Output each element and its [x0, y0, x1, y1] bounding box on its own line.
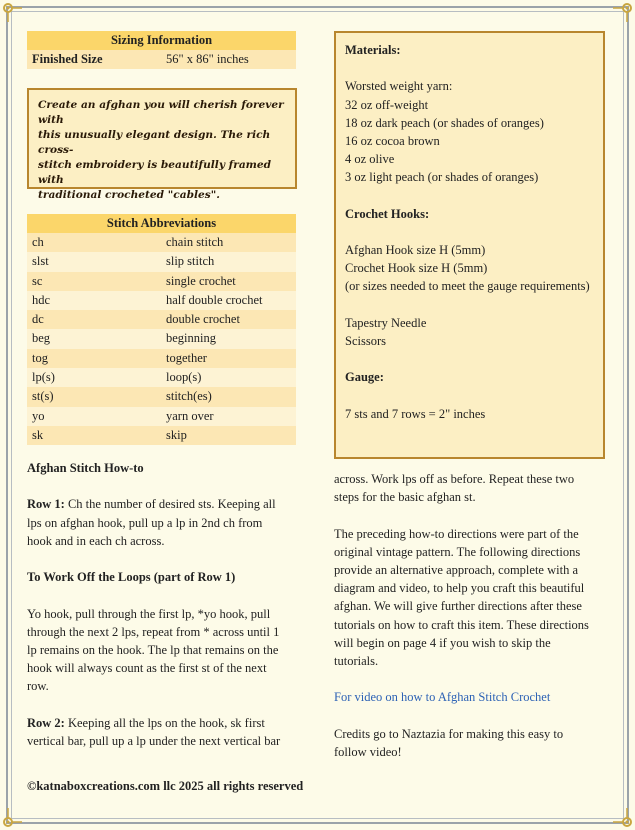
abbreviation: slst	[32, 254, 49, 269]
tool-item: Scissors	[345, 334, 386, 348]
yarn-item: 3 oz light peach (or shades of oranges)	[345, 170, 539, 185]
paragraph-line: tutorials.	[334, 654, 379, 669]
paragraph-line: will begin on page 4 if you wish to skip the	[334, 635, 551, 650]
left-column-text	[27, 459, 297, 750]
hook-item: Crochet Hook size H (5mm)	[345, 261, 488, 276]
paragraph-line: provide an alternative approach, complete with a	[334, 563, 578, 577]
row1-line: lps on afghan hook, pull up a lp in 2nd ch from	[27, 515, 263, 530]
materials-box	[334, 31, 605, 459]
loops-heading: To Work Off the Loops (part of Row 1)	[27, 570, 236, 585]
hooks-heading: Crochet Hooks:	[345, 206, 430, 221]
row2-label: Row 2:	[27, 715, 65, 730]
loops-line: Yo hook, pull through the first lp, *yo hook, pull	[27, 606, 271, 621]
sizing-table	[27, 31, 296, 69]
hook-item: (or sizes needed to meet the gauge requirements)	[345, 279, 590, 294]
gauge-heading: Gauge:	[345, 370, 384, 385]
paragraph-line: afghan. We will give further directions after these	[334, 599, 582, 614]
finished-size-value: 56" x 86" inches	[166, 52, 249, 66]
yarn-item: 16 oz cocoa brown	[345, 133, 440, 148]
loops-line: through the next 2 lps, repeat from * across until 1	[27, 624, 280, 639]
corner-ornament-icon	[0, 0, 22, 22]
table-row	[27, 387, 296, 406]
abbreviation: ch	[32, 235, 44, 249]
abbreviation-meaning: stitch(es)	[166, 389, 212, 404]
continuation-line: across. Work lps off as before. Repeat these two	[334, 472, 575, 486]
paragraph-line: The preceding how-to directions were part of the	[334, 526, 579, 541]
video-link[interactable]: For video on how to Afghan Stitch Crochet	[334, 690, 551, 705]
table-row	[27, 349, 296, 368]
abbreviation-meaning: single crochet	[166, 273, 236, 288]
intro-line: traditional crocheted "cables".	[38, 189, 220, 201]
paragraph-line: diagram and video, to help you craft this beautiful	[334, 581, 585, 596]
gauge-value: 7 sts and 7 rows = 2" inches	[345, 406, 486, 421]
table-row	[27, 50, 296, 69]
stitch-table-title: Stitch Abbreviations	[27, 214, 296, 233]
abbreviation: lp(s)	[32, 370, 55, 385]
row2-text: Keeping all the lps on the hook, sk first	[64, 715, 265, 730]
table-row	[27, 252, 296, 271]
abbreviation-meaning: together	[166, 350, 207, 365]
credits-line: follow video!	[334, 745, 402, 759]
abbreviation: tog	[32, 350, 48, 365]
table-row	[27, 233, 296, 252]
abbreviation: hdc	[32, 292, 51, 307]
loops-line: lp remains on the hook. The lp that remains on the	[27, 642, 279, 657]
row1-text: Ch the number of desired sts. Keeping all	[64, 497, 276, 512]
howto-heading: Afghan Stitch How-to	[27, 461, 144, 475]
table-row	[27, 291, 296, 310]
abbreviation: sk	[32, 427, 44, 442]
yarn-item: 4 oz olive	[345, 152, 395, 167]
abbreviation: dc	[32, 312, 44, 327]
abbreviation-meaning: beginning	[166, 331, 216, 346]
tool-item: Tapestry Needle	[345, 315, 427, 330]
finished-size-label: Finished Size	[32, 52, 103, 66]
sizing-table-title: Sizing Information	[27, 31, 296, 50]
copyright-footer: ©katnaboxcreations.com llc 2025 all rights reserved	[27, 779, 304, 793]
abbreviation-meaning: double crochet	[166, 312, 240, 327]
abbreviation: st(s)	[32, 389, 54, 404]
row1-line	[27, 495, 297, 513]
abbreviation-meaning: half double crochet	[166, 292, 263, 307]
stitch-abbreviations-table	[27, 214, 296, 445]
abbreviation-meaning: chain stitch	[166, 235, 224, 249]
yarn-title: Worsted weight yarn:	[345, 79, 453, 94]
paragraph-line: original vintage pattern. The following directions	[334, 544, 581, 559]
intro-line: Create an afghan you will cherish forever with	[38, 99, 284, 126]
table-row	[27, 310, 296, 329]
hook-item: Afghan Hook size H (5mm)	[345, 243, 486, 258]
abbreviation: yo	[32, 408, 45, 423]
right-column-text	[334, 470, 606, 761]
yarn-item: 18 oz dark peach (or shades of oranges)	[345, 115, 544, 130]
materials-heading: Materials:	[345, 43, 401, 57]
row2-line	[27, 714, 297, 732]
table-row	[27, 426, 296, 445]
abbreviation: beg	[32, 331, 51, 346]
intro-line: this unusually elegant design. The rich cross-	[38, 129, 271, 156]
paragraph-line: tutorials on how to craft this item. These directions	[334, 617, 589, 632]
row1-label: Row 1:	[27, 497, 65, 512]
abbreviation-meaning: yarn over	[166, 408, 214, 423]
abbreviation-meaning: loop(s)	[166, 370, 202, 385]
corner-ornament-icon	[613, 0, 635, 22]
corner-ornament-icon	[613, 808, 635, 830]
row2-line: vertical bar, pull up a lp under the next vertical bar	[27, 733, 281, 748]
abbreviation: sc	[32, 273, 43, 288]
intro-box	[27, 88, 297, 201]
table-row	[27, 407, 296, 426]
continuation-line: steps for the basic afghan st.	[334, 490, 476, 505]
loops-line: row.	[27, 679, 49, 694]
credits-line: Credits go to Naztazia for making this easy to	[334, 726, 564, 741]
corner-ornament-icon	[0, 808, 22, 830]
table-row	[27, 272, 296, 291]
abbreviation-meaning: slip stitch	[166, 254, 215, 269]
table-row	[27, 329, 296, 348]
abbreviation-meaning: skip	[166, 427, 187, 442]
yarn-item: 32 oz off-weight	[345, 97, 429, 112]
loops-line: hook will always count as the first st of the next	[27, 661, 267, 676]
intro-line: stitch embroidery is beautifully framed with	[38, 159, 272, 186]
table-row	[27, 368, 296, 387]
row1-line: hook and in each ch across.	[27, 533, 165, 548]
